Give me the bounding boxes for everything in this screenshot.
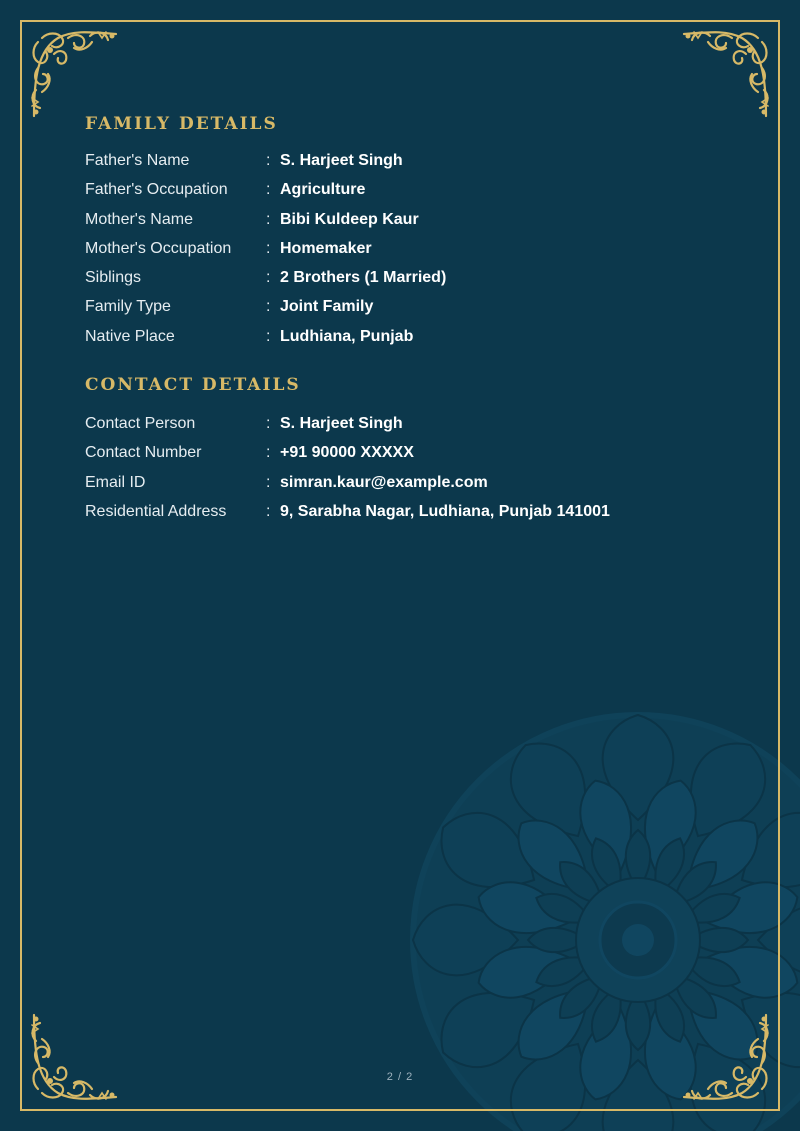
field-separator: : (266, 152, 271, 169)
floral-corner-ornament-icon (28, 1011, 120, 1103)
family-row-mothers-occupation (85, 238, 725, 267)
field-value: 2 Brothers (1 Married) (280, 269, 447, 287)
contact-row-address (85, 501, 725, 530)
field-label: Father's Name (85, 152, 190, 169)
field-label: Email ID (85, 473, 146, 491)
field-value: Ludhiana, Punjab (280, 327, 414, 345)
field-label: Family Type (85, 298, 171, 316)
contact-details-list (85, 413, 725, 530)
field-value: Agriculture (280, 181, 366, 199)
field-separator: : (266, 181, 271, 199)
field-label: Mother's Occupation (85, 239, 232, 257)
contact-row-email (85, 472, 725, 501)
family-row-fathers-name (85, 150, 725, 179)
field-value: Homemaker (280, 239, 372, 257)
field-value: simran.kaur@example.com (280, 473, 488, 491)
page-number: 2 / 2 (386, 1071, 414, 1083)
field-value: S. Harjeet Singh (280, 152, 403, 169)
field-label: Siblings (85, 269, 142, 287)
family-row-mothers-name (85, 209, 725, 238)
field-label: Father's Occupation (85, 181, 228, 199)
field-value: Joint Family (280, 298, 374, 316)
floral-corner-ornament-icon (680, 1011, 772, 1103)
field-value: 9, Sarabha Nagar, Ludhiana, Punjab 141001 (280, 502, 610, 520)
field-separator: : (266, 210, 271, 228)
family-row-siblings (85, 267, 725, 296)
field-separator: : (266, 298, 271, 316)
field-separator: : (266, 473, 271, 491)
floral-corner-ornament-icon (680, 28, 772, 120)
floral-corner-ornament-icon (28, 28, 120, 120)
field-value: Bibi Kuldeep Kaur (280, 210, 419, 228)
family-details-heading: FAMILY DETAILS (85, 114, 278, 134)
field-separator: : (266, 239, 271, 257)
field-label: Contact Person (85, 415, 196, 432)
family-row-native-place (85, 326, 725, 355)
field-label: Contact Number (85, 444, 202, 462)
contact-row-number (85, 442, 725, 471)
field-separator: : (266, 444, 271, 462)
contact-details-heading: CONTACT DETAILS (85, 375, 301, 395)
field-separator: : (266, 502, 271, 520)
family-row-fathers-occupation (85, 179, 725, 208)
field-separator: : (266, 415, 271, 432)
contact-row-person (85, 413, 725, 442)
field-label: Mother's Name (85, 210, 193, 228)
family-row-family-type (85, 296, 725, 325)
field-separator: : (266, 327, 271, 345)
field-value: S. Harjeet Singh (280, 415, 403, 432)
field-label: Native Place (85, 327, 175, 345)
field-label: Residential Address (85, 502, 227, 520)
field-value: +91 90000 XXXXX (280, 444, 414, 462)
field-separator: : (266, 269, 271, 287)
family-details-list (85, 150, 725, 355)
